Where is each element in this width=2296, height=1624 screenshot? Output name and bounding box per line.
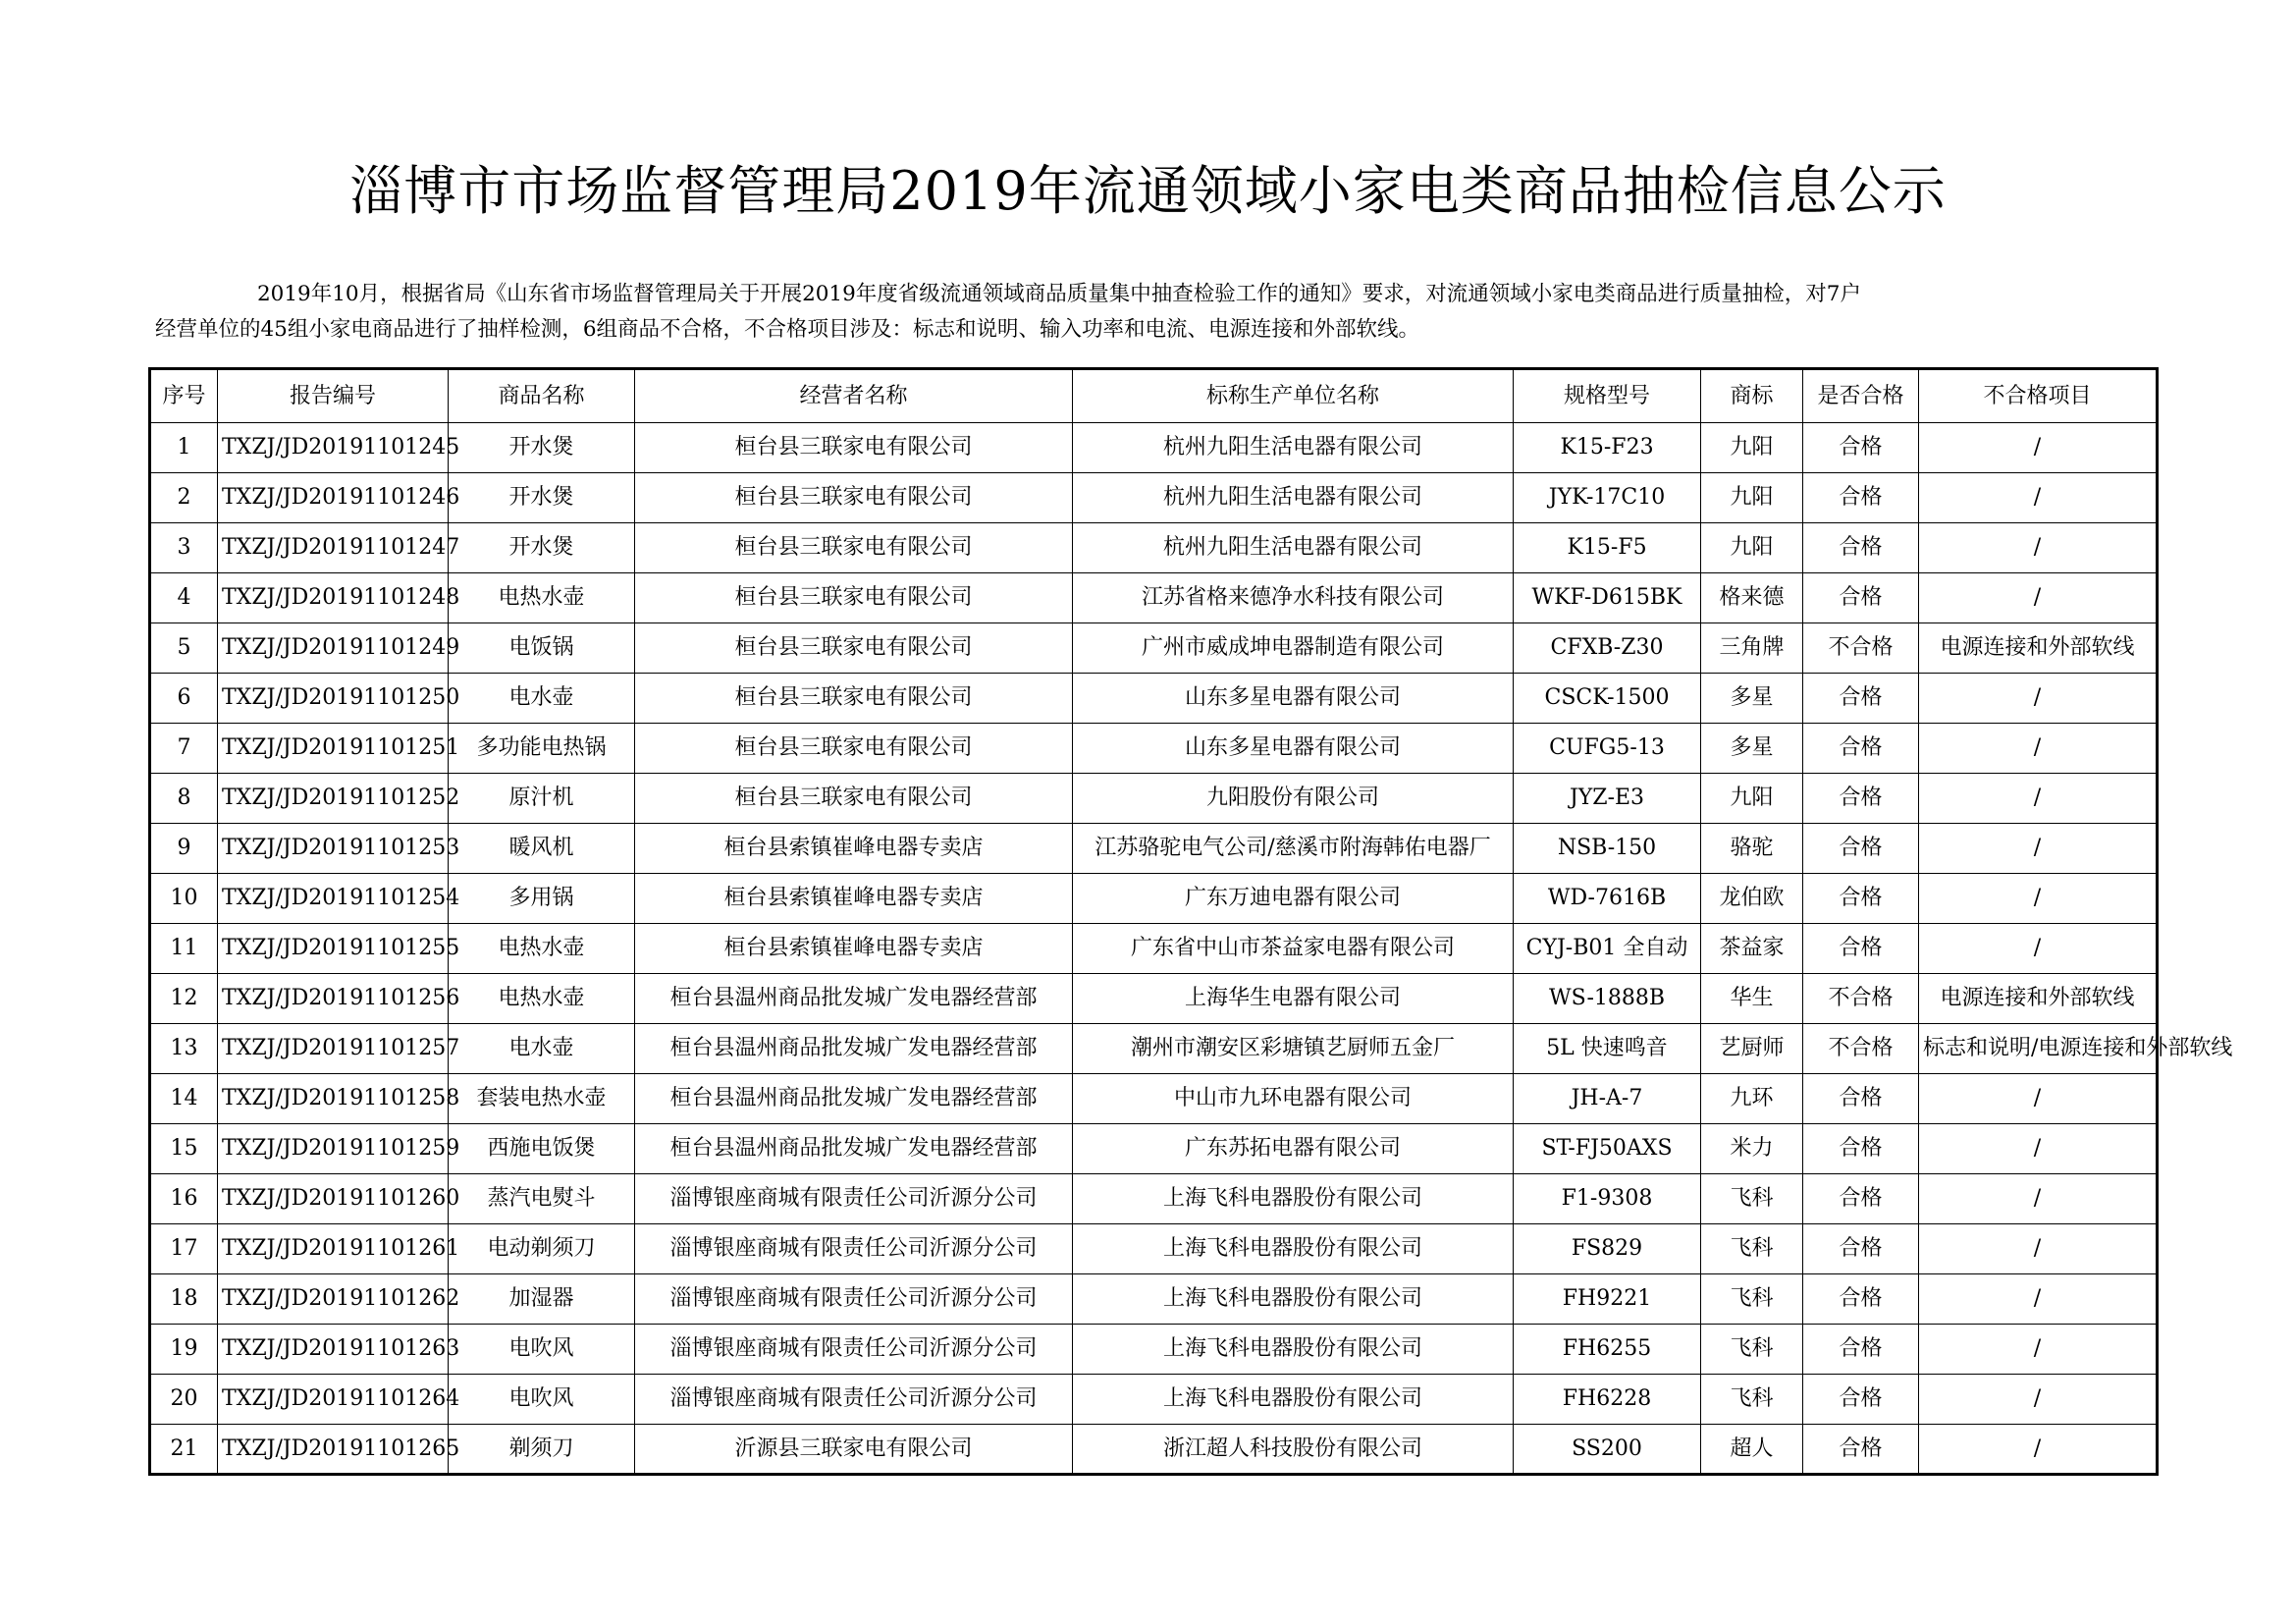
cell-brand: 茶益家 <box>1701 924 1803 974</box>
cell-seller-name: 桓台县三联家电有限公司 <box>635 774 1073 824</box>
cell-report-number: TXZJ/JD20191101247 <box>218 523 449 573</box>
cell-brand: 多星 <box>1701 674 1803 724</box>
cell-seller-name: 桓台县三联家电有限公司 <box>635 674 1073 724</box>
cell-manufacturer-name: 杭州九阳生活电器有限公司 <box>1073 523 1514 573</box>
cell-result: 不合格 <box>1803 623 1919 674</box>
cell-seller-name: 桓台县索镇崔峰电器专卖店 <box>635 824 1073 874</box>
cell-seller-name: 桓台县三联家电有限公司 <box>635 473 1073 523</box>
cell-seller-name: 桓台县三联家电有限公司 <box>635 623 1073 674</box>
inspection-table <box>148 367 2233 1476</box>
cell-manufacturer-name: 广州市威成坤电器制造有限公司 <box>1073 623 1514 674</box>
header-cell: 序号 <box>150 369 218 423</box>
intro-line-2: 经营单位的45组小家电商品进行了抽样检测，6组商品不合格，不合格项目涉及：标志和说明、输入功率和电流、电源连接和外部软线。 <box>155 317 1420 342</box>
cell-failed-items: / <box>1919 573 2158 623</box>
cell-failed-items: / <box>1919 774 2158 824</box>
cell-failed-items: / <box>1919 1174 2158 1224</box>
cell-failed-items: / <box>1919 423 2158 473</box>
cell-result: 合格 <box>1803 1375 1919 1425</box>
cell-seller-name: 淄博银座商城有限责任公司沂源分公司 <box>635 1224 1073 1274</box>
table-row <box>150 874 2158 924</box>
cell-report-number: TXZJ/JD20191101261 <box>218 1224 449 1274</box>
cell-seller-name: 淄博银座商城有限责任公司沂源分公司 <box>635 1375 1073 1425</box>
cell-manufacturer-name: 潮州市潮安区彩塘镇艺厨师五金厂 <box>1073 1024 1514 1074</box>
cell-serial: 9 <box>150 824 218 874</box>
cell-serial: 14 <box>150 1074 218 1124</box>
cell-failed-items: 电源连接和外部软线 <box>1919 623 2158 674</box>
cell-seller-name: 桓台县温州商品批发城广发电器经营部 <box>635 1124 1073 1174</box>
cell-manufacturer-name: 上海飞科电器股份有限公司 <box>1073 1174 1514 1224</box>
cell-manufacturer-name: 中山市九环电器有限公司 <box>1073 1074 1514 1124</box>
table-row <box>150 974 2158 1024</box>
cell-serial: 12 <box>150 974 218 1024</box>
header-cell: 规格型号 <box>1514 369 1701 423</box>
cell-report-number: TXZJ/JD20191101249 <box>218 623 449 674</box>
cell-seller-name: 桓台县三联家电有限公司 <box>635 573 1073 623</box>
cell-manufacturer-name: 上海飞科电器股份有限公司 <box>1073 1274 1514 1325</box>
cell-seller-name: 桓台县三联家电有限公司 <box>635 724 1073 774</box>
cell-product-name: 电吹风 <box>449 1325 635 1375</box>
cell-result: 合格 <box>1803 724 1919 774</box>
cell-failed-items: 标志和说明/电源连接和外部软线 <box>1919 1024 2158 1074</box>
cell-brand: 龙伯欧 <box>1701 874 1803 924</box>
cell-brand: 九阳 <box>1701 423 1803 473</box>
cell-report-number: TXZJ/JD20191101255 <box>218 924 449 974</box>
cell-brand: 艺厨师 <box>1701 1024 1803 1074</box>
cell-report-number: TXZJ/JD20191101250 <box>218 674 449 724</box>
cell-model: K15-F5 <box>1514 523 1701 573</box>
header-cell: 商标 <box>1701 369 1803 423</box>
cell-report-number: TXZJ/JD20191101252 <box>218 774 449 824</box>
cell-result: 合格 <box>1803 573 1919 623</box>
intro-paragraph <box>155 277 2167 348</box>
cell-model: FH9221 <box>1514 1274 1701 1325</box>
cell-seller-name: 桓台县索镇崔峰电器专卖店 <box>635 874 1073 924</box>
cell-seller-name: 淄博银座商城有限责任公司沂源分公司 <box>635 1274 1073 1325</box>
table-row <box>150 1325 2158 1375</box>
cell-manufacturer-name: 杭州九阳生活电器有限公司 <box>1073 473 1514 523</box>
cell-brand: 超人 <box>1701 1425 1803 1475</box>
cell-product-name: 西施电饭煲 <box>449 1124 635 1174</box>
cell-failed-items: / <box>1919 1224 2158 1274</box>
cell-serial: 16 <box>150 1174 218 1224</box>
cell-failed-items: / <box>1919 824 2158 874</box>
cell-serial: 13 <box>150 1024 218 1074</box>
cell-report-number: TXZJ/JD20191101262 <box>218 1274 449 1325</box>
cell-report-number: TXZJ/JD20191101254 <box>218 874 449 924</box>
cell-result: 合格 <box>1803 824 1919 874</box>
cell-result: 合格 <box>1803 1325 1919 1375</box>
cell-failed-items: / <box>1919 874 2158 924</box>
cell-manufacturer-name: 广东万迪电器有限公司 <box>1073 874 1514 924</box>
table-row <box>150 1124 2158 1174</box>
cell-model: CYJ-B01 全自动 <box>1514 924 1701 974</box>
cell-manufacturer-name: 浙江超人科技股份有限公司 <box>1073 1425 1514 1475</box>
cell-failed-items: / <box>1919 1074 2158 1124</box>
cell-product-name: 多功能电热锅 <box>449 724 635 774</box>
cell-seller-name: 桓台县温州商品批发城广发电器经营部 <box>635 1024 1073 1074</box>
cell-serial: 8 <box>150 774 218 824</box>
cell-result: 合格 <box>1803 423 1919 473</box>
cell-failed-items: / <box>1919 473 2158 523</box>
cell-brand: 飞科 <box>1701 1274 1803 1325</box>
cell-model: CSCK-1500 <box>1514 674 1701 724</box>
cell-serial: 6 <box>150 674 218 724</box>
cell-model: K15-F23 <box>1514 423 1701 473</box>
cell-failed-items: 电源连接和外部软线 <box>1919 974 2158 1024</box>
cell-report-number: TXZJ/JD20191101245 <box>218 423 449 473</box>
table-row <box>150 523 2158 573</box>
cell-brand: 飞科 <box>1701 1375 1803 1425</box>
cell-model: WS-1888B <box>1514 974 1701 1024</box>
cell-product-name: 多用锅 <box>449 874 635 924</box>
cell-seller-name: 淄博银座商城有限责任公司沂源分公司 <box>635 1325 1073 1375</box>
cell-report-number: TXZJ/JD20191101264 <box>218 1375 449 1425</box>
cell-serial: 4 <box>150 573 218 623</box>
cell-product-name: 电水壶 <box>449 674 635 724</box>
cell-failed-items: / <box>1919 1325 2158 1375</box>
header-cell: 报告编号 <box>218 369 449 423</box>
cell-failed-items: / <box>1919 924 2158 974</box>
cell-product-name: 暖风机 <box>449 824 635 874</box>
cell-serial: 15 <box>150 1124 218 1174</box>
cell-brand: 飞科 <box>1701 1325 1803 1375</box>
cell-manufacturer-name: 杭州九阳生活电器有限公司 <box>1073 423 1514 473</box>
cell-product-name: 开水煲 <box>449 523 635 573</box>
header-cell: 经营者名称 <box>635 369 1073 423</box>
cell-failed-items: / <box>1919 1375 2158 1425</box>
page-title: 淄博市市场监督管理局2019年流通领域小家电类商品抽检信息公示 <box>349 160 1947 222</box>
cell-result: 合格 <box>1803 924 1919 974</box>
cell-model: CFXB-Z30 <box>1514 623 1701 674</box>
cell-product-name: 电吹风 <box>449 1375 635 1425</box>
cell-brand: 骆驼 <box>1701 824 1803 874</box>
cell-product-name: 蒸汽电熨斗 <box>449 1174 635 1224</box>
cell-failed-items: / <box>1919 1124 2158 1174</box>
table-row <box>150 473 2158 523</box>
table-row <box>150 1274 2158 1325</box>
table-row <box>150 774 2158 824</box>
cell-result: 合格 <box>1803 1274 1919 1325</box>
table-row <box>150 423 2158 473</box>
table-row <box>150 623 2158 674</box>
cell-model: WKF-D615BK <box>1514 573 1701 623</box>
cell-product-name: 套装电热水壶 <box>449 1074 635 1124</box>
table-row <box>150 1224 2158 1274</box>
cell-report-number: TXZJ/JD20191101265 <box>218 1425 449 1475</box>
cell-result: 合格 <box>1803 1174 1919 1224</box>
cell-result: 合格 <box>1803 1074 1919 1124</box>
cell-model: 5L 快速鸣音 <box>1514 1024 1701 1074</box>
cell-brand: 九阳 <box>1701 473 1803 523</box>
cell-brand: 飞科 <box>1701 1224 1803 1274</box>
cell-report-number: TXZJ/JD20191101248 <box>218 573 449 623</box>
cell-result: 不合格 <box>1803 974 1919 1024</box>
cell-result: 合格 <box>1803 774 1919 824</box>
cell-product-name: 原汁机 <box>449 774 635 824</box>
cell-brand: 米力 <box>1701 1124 1803 1174</box>
cell-model: CUFG5-13 <box>1514 724 1701 774</box>
cell-model: JH-A-7 <box>1514 1074 1701 1124</box>
cell-result: 合格 <box>1803 1124 1919 1174</box>
table-row <box>150 674 2158 724</box>
cell-report-number: TXZJ/JD20191101263 <box>218 1325 449 1375</box>
cell-seller-name: 沂源县三联家电有限公司 <box>635 1425 1073 1475</box>
cell-brand: 多星 <box>1701 724 1803 774</box>
cell-model: FS829 <box>1514 1224 1701 1274</box>
header-cell: 商品名称 <box>449 369 635 423</box>
cell-seller-name: 桓台县温州商品批发城广发电器经营部 <box>635 1074 1073 1124</box>
cell-manufacturer-name: 江苏省格来德净水科技有限公司 <box>1073 573 1514 623</box>
cell-serial: 7 <box>150 724 218 774</box>
table-row <box>150 573 2158 623</box>
cell-manufacturer-name: 江苏骆驼电气公司/慈溪市附海韩佑电器厂 <box>1073 824 1514 874</box>
cell-product-name: 电热水壶 <box>449 573 635 623</box>
cell-brand: 飞科 <box>1701 1174 1803 1224</box>
cell-product-name: 电动剃须刀 <box>449 1224 635 1274</box>
header-cell: 标称生产单位名称 <box>1073 369 1514 423</box>
cell-report-number: TXZJ/JD20191101260 <box>218 1174 449 1224</box>
table-row <box>150 824 2158 874</box>
cell-manufacturer-name: 上海飞科电器股份有限公司 <box>1073 1375 1514 1425</box>
cell-product-name: 开水煲 <box>449 473 635 523</box>
cell-report-number: TXZJ/JD20191101259 <box>218 1124 449 1174</box>
cell-report-number: TXZJ/JD20191101257 <box>218 1024 449 1074</box>
cell-failed-items: / <box>1919 674 2158 724</box>
cell-serial: 17 <box>150 1224 218 1274</box>
cell-manufacturer-name: 上海飞科电器股份有限公司 <box>1073 1224 1514 1274</box>
cell-model: FH6228 <box>1514 1375 1701 1425</box>
cell-report-number: TXZJ/JD20191101251 <box>218 724 449 774</box>
cell-serial: 20 <box>150 1375 218 1425</box>
cell-failed-items: / <box>1919 724 2158 774</box>
cell-failed-items: / <box>1919 523 2158 573</box>
cell-manufacturer-name: 广东省中山市茶益家电器有限公司 <box>1073 924 1514 974</box>
cell-model: FH6255 <box>1514 1325 1701 1375</box>
table-body <box>150 423 2233 1475</box>
cell-serial: 21 <box>150 1425 218 1475</box>
cell-product-name: 电热水壶 <box>449 924 635 974</box>
cell-model: JYK-17C10 <box>1514 473 1701 523</box>
cell-serial: 1 <box>150 423 218 473</box>
cell-serial: 5 <box>150 623 218 674</box>
cell-report-number: TXZJ/JD20191101256 <box>218 974 449 1024</box>
cell-model: WD-7616B <box>1514 874 1701 924</box>
cell-manufacturer-name: 九阳股份有限公司 <box>1073 774 1514 824</box>
cell-brand: 华生 <box>1701 974 1803 1024</box>
intro-line-1: 2019年10月，根据省局《山东省市场监督管理局关于开展2019年度省级流通领域商品质量集中抽查检验工作的通知》要求，对流通领域小家电类商品进行质量抽检，对7户 <box>257 282 1861 306</box>
cell-result: 合格 <box>1803 674 1919 724</box>
cell-product-name: 剃须刀 <box>449 1425 635 1475</box>
table-row <box>150 724 2158 774</box>
table-row <box>150 924 2158 974</box>
cell-serial: 3 <box>150 523 218 573</box>
table-header-row <box>150 369 2158 423</box>
cell-serial: 2 <box>150 473 218 523</box>
cell-failed-items: / <box>1919 1274 2158 1325</box>
cell-result: 合格 <box>1803 1425 1919 1475</box>
cell-model: ST-FJ50AXS <box>1514 1124 1701 1174</box>
header-cell: 是否合格 <box>1803 369 1919 423</box>
cell-brand: 三角牌 <box>1701 623 1803 674</box>
cell-product-name: 电水壶 <box>449 1024 635 1074</box>
cell-model: SS200 <box>1514 1425 1701 1475</box>
table-row <box>150 1174 2158 1224</box>
cell-brand: 九环 <box>1701 1074 1803 1124</box>
cell-report-number: TXZJ/JD20191101253 <box>218 824 449 874</box>
cell-brand: 格来德 <box>1701 573 1803 623</box>
header-cell: 不合格项目 <box>1919 369 2158 423</box>
cell-seller-name: 桓台县索镇崔峰电器专卖店 <box>635 924 1073 974</box>
cell-serial: 19 <box>150 1325 218 1375</box>
cell-failed-items: / <box>1919 1425 2158 1475</box>
cell-seller-name: 桓台县温州商品批发城广发电器经营部 <box>635 974 1073 1024</box>
cell-brand: 九阳 <box>1701 523 1803 573</box>
cell-serial: 10 <box>150 874 218 924</box>
cell-model: JYZ-E3 <box>1514 774 1701 824</box>
cell-serial: 18 <box>150 1274 218 1325</box>
cell-seller-name: 桓台县三联家电有限公司 <box>635 423 1073 473</box>
cell-product-name: 电热水壶 <box>449 974 635 1024</box>
cell-product-name: 加湿器 <box>449 1274 635 1325</box>
table-row <box>150 1375 2158 1425</box>
cell-manufacturer-name: 山东多星电器有限公司 <box>1073 674 1514 724</box>
table-row <box>150 1425 2158 1475</box>
table-row <box>150 1074 2158 1124</box>
cell-product-name: 开水煲 <box>449 423 635 473</box>
cell-manufacturer-name: 上海华生电器有限公司 <box>1073 974 1514 1024</box>
cell-model: F1-9308 <box>1514 1174 1701 1224</box>
cell-seller-name: 桓台县三联家电有限公司 <box>635 523 1073 573</box>
cell-manufacturer-name: 广东苏拓电器有限公司 <box>1073 1124 1514 1174</box>
cell-result: 合格 <box>1803 1224 1919 1274</box>
cell-manufacturer-name: 上海飞科电器股份有限公司 <box>1073 1325 1514 1375</box>
cell-brand: 九阳 <box>1701 774 1803 824</box>
cell-product-name: 电饭锅 <box>449 623 635 674</box>
cell-model: NSB-150 <box>1514 824 1701 874</box>
cell-manufacturer-name: 山东多星电器有限公司 <box>1073 724 1514 774</box>
cell-serial: 11 <box>150 924 218 974</box>
cell-result: 合格 <box>1803 473 1919 523</box>
cell-result: 合格 <box>1803 874 1919 924</box>
cell-report-number: TXZJ/JD20191101246 <box>218 473 449 523</box>
cell-seller-name: 淄博银座商城有限责任公司沂源分公司 <box>635 1174 1073 1224</box>
table-row <box>150 1024 2158 1074</box>
cell-report-number: TXZJ/JD20191101258 <box>218 1074 449 1124</box>
cell-result: 不合格 <box>1803 1024 1919 1074</box>
cell-result: 合格 <box>1803 523 1919 573</box>
